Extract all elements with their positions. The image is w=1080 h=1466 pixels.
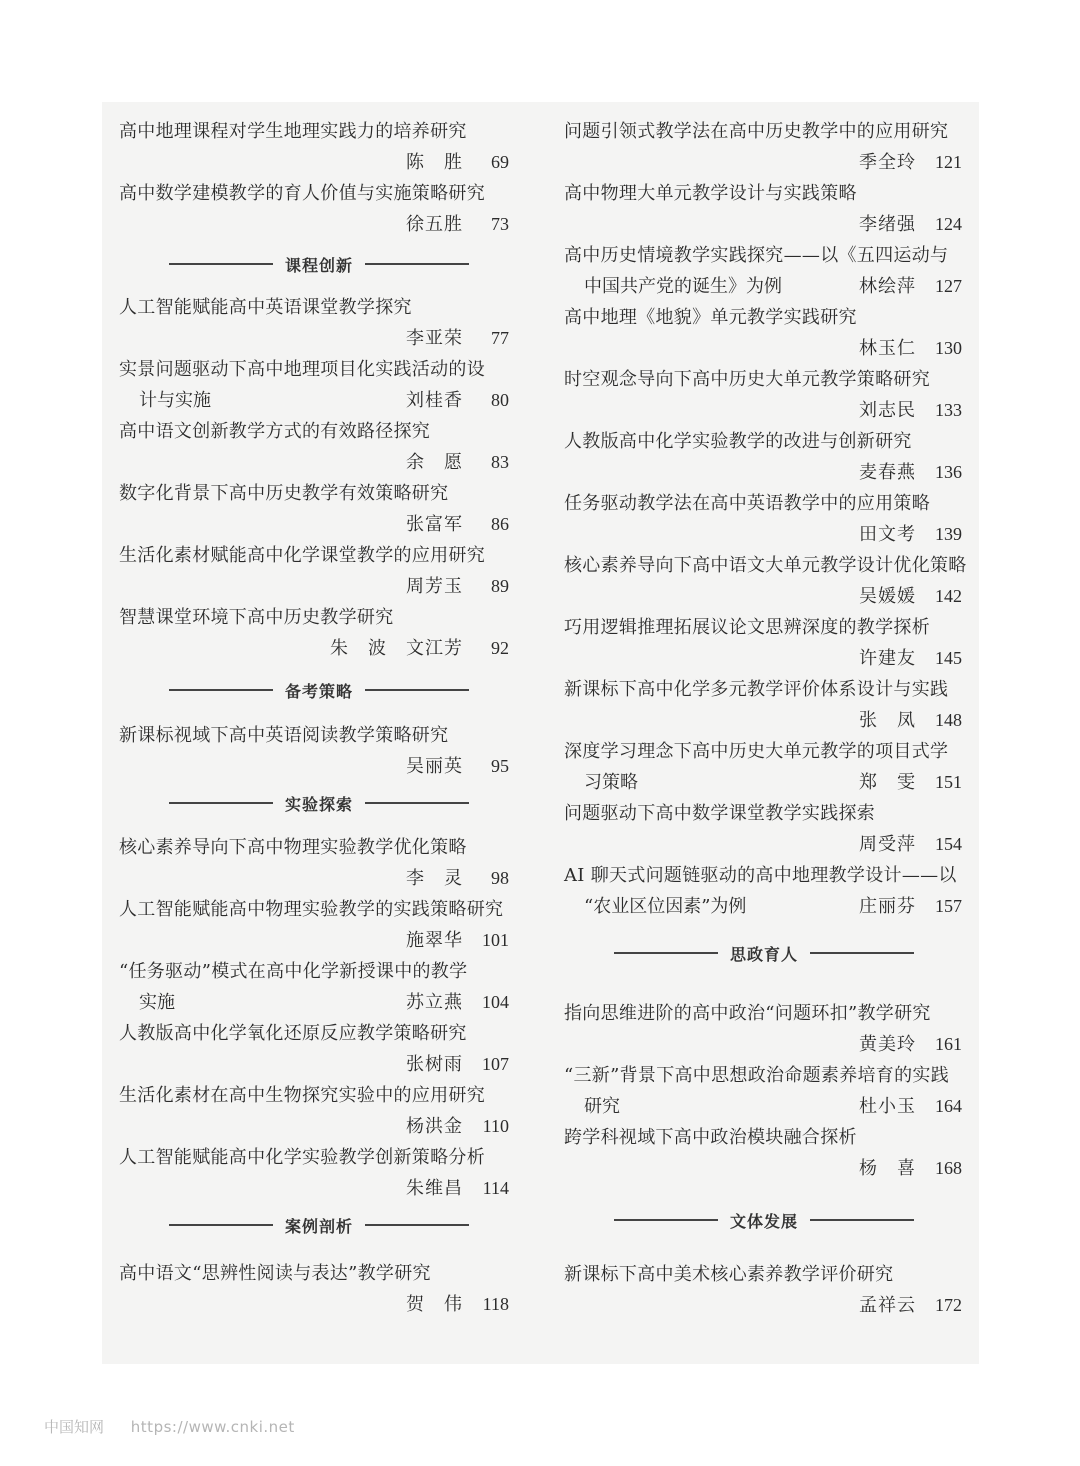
toc-entry[interactable] [564, 116, 962, 178]
article-title[interactable]: 高中物理大单元教学设计与实践策略 [564, 183, 857, 204]
section-label: 课程创新 [285, 255, 354, 275]
page-number: 89 [491, 576, 509, 596]
page-number: 145 [935, 648, 962, 668]
article-title[interactable]: 核心素养导向下高中物理实验教学优化策略 [119, 837, 467, 858]
page-number: 172 [935, 1295, 962, 1315]
author: 苏立燕 [406, 992, 463, 1013]
author: 杨 喜 [859, 1158, 916, 1179]
article-title[interactable]: 数字化背景下高中历史教学有效策略研究 [119, 483, 449, 504]
page-number: 130 [935, 338, 962, 358]
section-rule [614, 952, 718, 954]
page-number: 98 [491, 868, 509, 888]
toc-entry[interactable] [119, 354, 509, 416]
article-title[interactable]: “三新”背景下高中思想政治命题素养培育的实践 [564, 1065, 950, 1086]
toc-entry[interactable] [564, 550, 967, 612]
author: 刘志民 [859, 400, 916, 421]
author: 李亚荣 [406, 328, 463, 349]
section-header [169, 252, 469, 276]
section-rule [365, 1224, 469, 1226]
author: 张树雨 [406, 1054, 463, 1075]
page-number: 107 [482, 1054, 509, 1074]
cnki-url[interactable]: https://www.cnki.net [130, 1418, 295, 1436]
article-title-continued[interactable]: “农业区位因素”为例 [584, 896, 747, 917]
page-number: 80 [491, 390, 509, 410]
toc-panel [102, 102, 979, 1364]
toc-entry[interactable] [119, 1258, 509, 1320]
author: 周芳玉 [406, 576, 463, 597]
section-header [169, 678, 469, 702]
page-number: 127 [935, 276, 962, 296]
page-number: 168 [935, 1158, 962, 1178]
author: 李 灵 [406, 868, 463, 889]
page-number: 139 [935, 524, 962, 544]
article-title[interactable]: 问题引领式教学法在高中历史教学中的应用研究 [564, 121, 949, 142]
author: 林绘萍 [859, 276, 916, 297]
section-header [169, 1213, 469, 1237]
toc-entry[interactable] [119, 894, 509, 956]
article-title[interactable]: 人工智能赋能高中物理实验教学的实践策略研究 [119, 899, 504, 920]
author: 陈 胜 [406, 152, 463, 173]
toc-entry[interactable] [119, 116, 509, 178]
watermark-footer [44, 1416, 295, 1437]
toc-entry[interactable] [564, 798, 962, 860]
author: 张富军 [406, 514, 463, 535]
article-title[interactable]: 生活化素材在高中生物探究实验中的应用研究 [119, 1085, 485, 1106]
page-number: 161 [935, 1034, 962, 1054]
article-title[interactable]: 人教版高中化学实验教学的改进与创新研究 [564, 431, 912, 452]
page-number: 124 [935, 214, 962, 234]
toc-entry[interactable] [119, 602, 509, 664]
section-rule [169, 802, 273, 804]
article-title-continued[interactable]: 中国共产党的诞生》为例 [584, 276, 782, 297]
author: 杜小玉 [859, 1096, 916, 1117]
toc-entry[interactable] [119, 478, 509, 540]
toc-entry[interactable] [564, 426, 962, 488]
article-title[interactable]: 高中语文“思辨性阅读与表达”教学研究 [119, 1263, 431, 1284]
article-title[interactable]: 时空观念导向下高中历史大单元教学策略研究 [564, 369, 930, 390]
section-label: 案例剖析 [285, 1216, 354, 1236]
article-title[interactable]: 人教版高中化学氧化还原反应教学策略研究 [119, 1023, 467, 1044]
article-title-continued[interactable]: 研究 [584, 1096, 620, 1117]
toc-entry[interactable] [564, 998, 962, 1060]
author: 徐五胜 [406, 214, 463, 235]
page-number: 69 [491, 152, 509, 172]
author: 李绪强 [859, 214, 916, 235]
toc-entry[interactable] [564, 302, 962, 364]
toc-entry[interactable] [119, 1142, 509, 1204]
author: 施翠华 [406, 930, 463, 951]
section-header [614, 1208, 914, 1232]
author: 麦春燕 [859, 462, 916, 483]
section-label: 备考策略 [285, 681, 354, 701]
toc-entry[interactable] [564, 1060, 962, 1122]
page-number: 77 [491, 328, 509, 348]
article-title-continued[interactable]: 计与实施 [139, 390, 211, 411]
toc-entry[interactable] [119, 720, 509, 782]
toc-entry[interactable] [119, 416, 509, 478]
toc-entry[interactable] [119, 832, 509, 894]
toc-entry[interactable] [119, 956, 509, 1018]
author: 林玉仁 [859, 338, 916, 359]
page-number: 114 [482, 1178, 509, 1198]
article-title[interactable]: 高中地理课程对学生地理实践力的培养研究 [119, 121, 467, 142]
section-label: 文体发展 [730, 1211, 799, 1231]
author: 郑 雯 [859, 772, 916, 793]
author: 黄美玲 [859, 1034, 916, 1055]
author: 许建友 [859, 648, 916, 669]
article-title[interactable]: 深度学习理念下高中历史大单元教学的项目式学 [564, 741, 949, 762]
page-number: 118 [482, 1294, 509, 1314]
author: 贺 伟 [406, 1294, 463, 1315]
author: 朱维昌 [406, 1178, 463, 1199]
article-title-continued[interactable]: 习策略 [584, 772, 638, 793]
section-rule [810, 1219, 914, 1221]
page-number: 142 [935, 586, 962, 606]
article-title[interactable]: 生活化素材赋能高中化学课堂教学的应用研究 [119, 545, 485, 566]
page-number: 154 [935, 834, 962, 854]
page-number: 104 [482, 992, 509, 1012]
toc-entry[interactable] [564, 488, 962, 550]
section-rule [614, 1219, 718, 1221]
article-title[interactable]: 跨学科视域下高中政治模块融合探析 [564, 1127, 857, 1148]
article-title[interactable]: 任务驱动教学法在高中英语教学中的应用策略 [564, 493, 930, 514]
author: 张 凤 [859, 710, 916, 731]
article-title[interactable]: AI 聊天式问题链驱动的高中地理教学设计——以 [564, 865, 957, 886]
article-title[interactable]: 人工智能赋能高中英语课堂教学探究 [119, 297, 412, 318]
article-title[interactable]: 新课标下高中美术核心素养教学评价研究 [564, 1264, 894, 1285]
section-rule [365, 802, 469, 804]
section-rule [169, 689, 273, 691]
section-rule [810, 952, 914, 954]
section-rule [169, 1224, 273, 1226]
author: 余 愿 [406, 452, 463, 473]
page-number: 110 [482, 1116, 509, 1136]
article-title[interactable]: 高中历史情境教学实践探究——以《五四运动与 [564, 245, 949, 266]
toc-entry[interactable] [564, 612, 962, 674]
toc-entry[interactable] [119, 178, 509, 240]
page-number: 73 [491, 214, 509, 234]
author: 庄丽芬 [859, 896, 916, 917]
page-number: 164 [935, 1096, 962, 1116]
section-label: 思政育人 [730, 944, 799, 964]
article-title-continued[interactable]: 实施 [139, 992, 175, 1013]
article-title[interactable]: 新课标下高中化学多元教学评价体系设计与实践 [564, 679, 949, 700]
section-header [169, 791, 469, 815]
toc-entry[interactable] [564, 1259, 962, 1321]
article-title[interactable]: 巧用逻辑推理拓展议论文思辨深度的教学探析 [564, 617, 930, 638]
page-number: 133 [935, 400, 962, 420]
author: 朱 波 文江芳 [330, 638, 463, 659]
page-number: 86 [491, 514, 509, 534]
page-number: 136 [935, 462, 962, 482]
author: 杨洪金 [406, 1116, 463, 1137]
article-title[interactable]: 高中数学建模教学的育人价值与实施策略研究 [119, 183, 485, 204]
article-title[interactable]: 人工智能赋能高中化学实验教学创新策略分析 [119, 1147, 485, 1168]
toc-entry[interactable] [119, 292, 509, 354]
article-title[interactable]: 高中语文创新教学方式的有效路径探究 [119, 421, 431, 442]
author: 孟祥云 [859, 1295, 916, 1316]
toc-entry[interactable] [119, 540, 509, 602]
toc-entry[interactable] [119, 1080, 509, 1142]
page-number: 101 [482, 930, 509, 950]
article-title[interactable]: “任务驱动”模式在高中化学新授课中的教学 [119, 961, 468, 982]
author: 周受萍 [859, 834, 916, 855]
cnki-brand: 中国知网 [44, 1418, 105, 1436]
author: 季全玲 [859, 152, 916, 173]
article-title[interactable]: 指向思维进阶的高中政治“问题环扣”教学研究 [564, 1003, 931, 1024]
article-title[interactable]: 问题驱动下高中数学课堂教学实践探索 [564, 803, 876, 824]
article-title[interactable]: 智慧课堂环境下高中历史教学研究 [119, 607, 394, 628]
page-number: 157 [935, 896, 962, 916]
toc-entry[interactable] [564, 364, 962, 426]
toc-entry[interactable] [119, 1018, 509, 1080]
author: 吴媛媛 [859, 586, 916, 607]
author: 田文考 [859, 524, 916, 545]
section-label: 实验探索 [285, 794, 354, 814]
section-rule [365, 689, 469, 691]
article-title[interactable]: 实景问题驱动下高中地理项目化实践活动的设 [119, 359, 485, 380]
article-title[interactable]: 高中地理《地貌》单元教学实践研究 [564, 307, 857, 328]
toc-entry[interactable] [564, 240, 962, 302]
toc-entry[interactable] [564, 1122, 962, 1184]
page-number: 148 [935, 710, 962, 730]
toc-entry[interactable] [564, 860, 962, 922]
section-rule [169, 263, 273, 265]
page-number: 92 [491, 638, 509, 658]
page-number: 151 [935, 772, 962, 792]
author: 刘桂香 [406, 390, 463, 411]
toc-entry[interactable] [564, 178, 962, 240]
article-title[interactable]: 新课标视域下高中英语阅读教学策略研究 [119, 725, 449, 746]
author: 吴丽英 [406, 756, 463, 777]
page-number: 83 [491, 452, 509, 472]
article-title[interactable]: 核心素养导向下高中语文大单元教学设计优化策略 [564, 555, 967, 576]
page-number: 121 [935, 152, 962, 172]
page-number: 95 [491, 756, 509, 776]
toc-entry[interactable] [564, 736, 962, 798]
toc-entry[interactable] [564, 674, 962, 736]
section-rule [365, 263, 469, 265]
section-header [614, 941, 914, 965]
